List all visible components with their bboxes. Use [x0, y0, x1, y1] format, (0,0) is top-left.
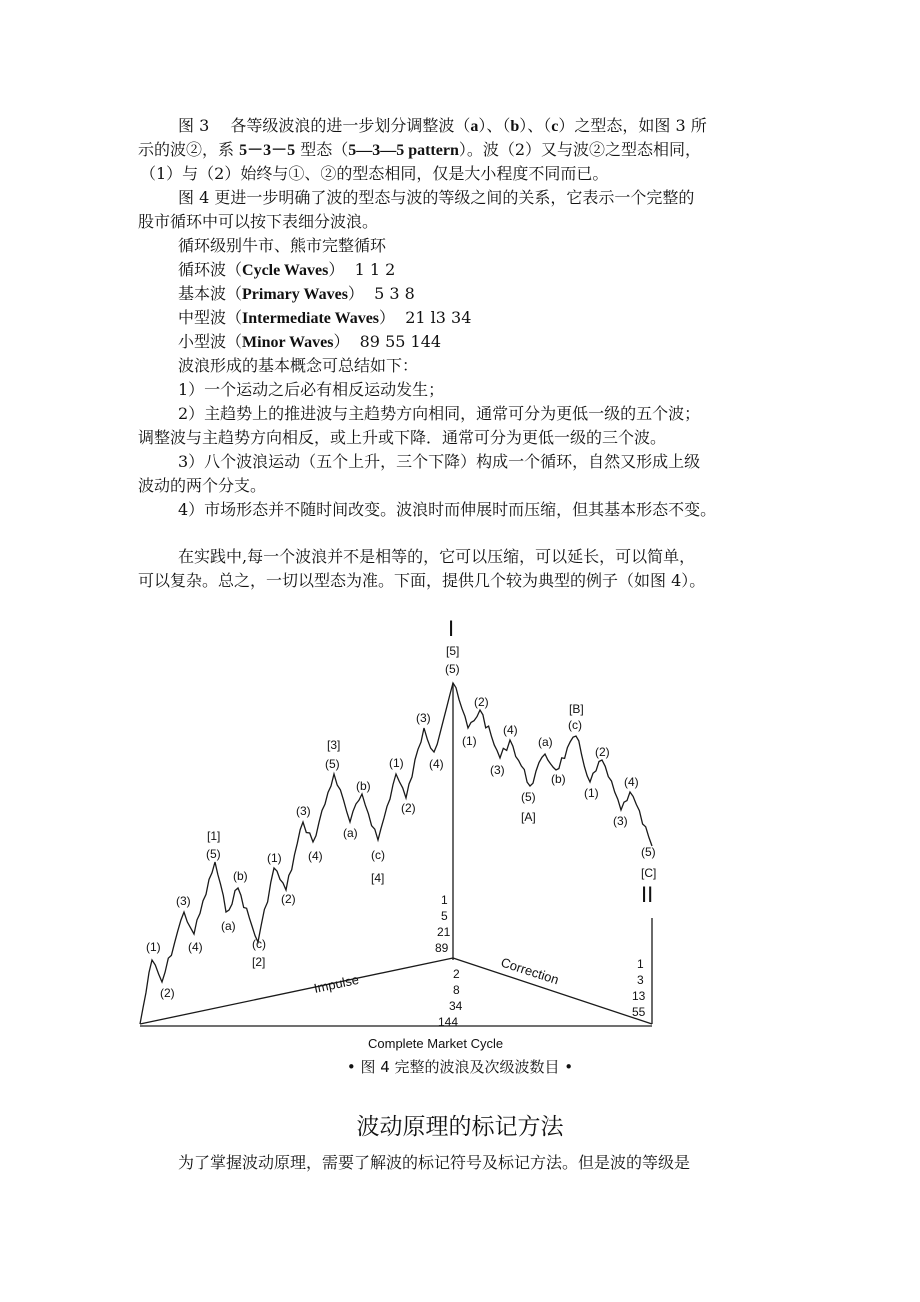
wave-label: (3) [490, 763, 505, 777]
right-count: 3 [637, 973, 644, 987]
wave-label: (2) [160, 986, 175, 1000]
wave-label: (1) [462, 734, 477, 748]
correction-baseline [453, 958, 652, 1024]
lower-count: 34 [449, 999, 463, 1013]
wave-label: [4] [371, 871, 385, 885]
wave-label: (b) [233, 869, 248, 883]
wave-label: (3) [296, 804, 311, 818]
wave-label: (2) [401, 801, 416, 815]
section-first-line: 为了掌握波动原理，需要了解波的标记符号及标记方法。但是波的等级是 [178, 1153, 691, 1172]
right-count: 1 [637, 957, 644, 971]
right-count: 13 [632, 989, 646, 1003]
table-title: 循环级别牛市、熊市完整循环 [178, 236, 387, 255]
wave-label: (1) [389, 756, 404, 770]
point-1: 1）一个运动之后必有相反运动发生； [178, 380, 445, 399]
wave-label: (5) [445, 662, 460, 676]
point-3-line1: 3）八个波浪运动（五个上升，三个下降）构成一个循环，自然又形成上级 [178, 452, 701, 471]
wave-label: (5) [206, 847, 221, 861]
wave-label: (5) [325, 757, 340, 771]
p1-line2: 示的波②，系 5－3－5 型态（5—3—5 pattern）。波（2）又与波②之型态相同， [138, 140, 702, 159]
p3-line2: 可以复杂。总之，一切以型态为准。下面，提供几个较为典型的例子（如图 4）。 [138, 571, 706, 590]
wave-label: [3] [327, 738, 341, 752]
cycle-top-label: I [448, 616, 455, 641]
wave-label: (4) [308, 849, 323, 863]
p1-line3: （1）与（2）始终与①、②的型态相同，仅是大小程度不同而已。 [140, 164, 609, 183]
wave-label: (b) [356, 779, 371, 793]
impulse-label: Impulse [312, 971, 361, 996]
correction-label: Correction [499, 954, 561, 988]
wave-label: [A] [521, 810, 536, 824]
wave-label: (1) [146, 940, 161, 954]
wave-label: [5] [446, 644, 460, 658]
wave-label: (c) [568, 718, 582, 732]
point-2-line1: 2）主趋势上的推进波与主趋势方向相同，通常可分为更低一级的五个波； [178, 404, 701, 423]
upper-count: 5 [441, 909, 448, 923]
p2-line2: 股市循环中可以按下表细分波浪。 [138, 212, 379, 231]
p1-line1: 图 3 各等级波浪的进一步划分调整波（a）、（b）、（c）之型态，如图 3 所 [178, 116, 707, 135]
wave-label: (5) [521, 790, 536, 804]
wave-label: (2) [281, 892, 296, 906]
wave-label: (4) [503, 723, 518, 737]
wave-label: (1) [267, 851, 282, 865]
wave-label: (a) [221, 919, 236, 933]
right-count: 55 [632, 1005, 646, 1019]
section-heading: 波动原理的标记方法 [356, 1114, 564, 1140]
wave-label: (2) [474, 695, 489, 709]
point-4: 4）市场形态并不随时间改变。波浪时而伸展时而压缩，但其基本形态不变。 [178, 500, 717, 519]
p3-line1: 在实践中,每一个波浪并不是相等的，它可以压缩，可以延长，可以简单， [178, 547, 696, 566]
wave-label: (3) [416, 711, 431, 725]
upper-count: 21 [437, 925, 451, 939]
wave-label: [2] [252, 955, 266, 969]
summary-intro: 波浪形成的基本概念可总结如下： [178, 356, 419, 375]
table-row: 基本波（Primary Waves） 5 3 8 [178, 284, 415, 303]
table-row: 中型波（Intermediate Waves） 21 l3 34 [178, 308, 472, 327]
point-2-line2: 调整波与主趋势方向相反，或上升或下降．通常可分为更低一级的三个波。 [138, 428, 667, 447]
table-row: 循环波（Cycle Waves） 1 1 2 [178, 260, 396, 279]
wave-label: (1) [584, 786, 599, 800]
wave-label: (b) [551, 772, 566, 786]
lower-count: 2 [453, 967, 460, 981]
wave-label: (c) [252, 937, 266, 951]
axis-title: Complete Market Cycle [368, 1036, 504, 1051]
impulse-baseline [140, 958, 453, 1024]
lower-count: 8 [453, 983, 460, 997]
table-row: 小型波（Minor Waves） 89 55 144 [178, 332, 442, 351]
wave-label: (a) [343, 826, 358, 840]
wave-label: (2) [595, 745, 610, 759]
point-3-line2: 波动的两个分支。 [138, 476, 267, 495]
wave-label: (4) [188, 940, 203, 954]
figure-caption: • 图 4 完整的波浪及次级波数目 • [346, 1058, 574, 1076]
wave-label: (5) [641, 845, 656, 859]
wave-label: [B] [569, 702, 584, 716]
wave-label: (3) [613, 814, 628, 828]
wave-label: (3) [176, 894, 191, 908]
upper-count: 89 [435, 941, 449, 955]
lower-count: 144 [438, 1015, 459, 1029]
upper-count: 1 [441, 893, 448, 907]
wave-label: (4) [624, 775, 639, 789]
wave-label: [C] [641, 866, 657, 880]
p2-line1: 图 4 更进一步明确了波的型态与波的等级之间的关系，它表示一个完整的 [178, 188, 695, 207]
cycle-end-label: II [641, 882, 654, 907]
wave-label: (a) [538, 735, 553, 749]
wave-label: [1] [207, 829, 221, 843]
wave-label: (4) [429, 757, 444, 771]
wave-label: (c) [371, 848, 385, 862]
